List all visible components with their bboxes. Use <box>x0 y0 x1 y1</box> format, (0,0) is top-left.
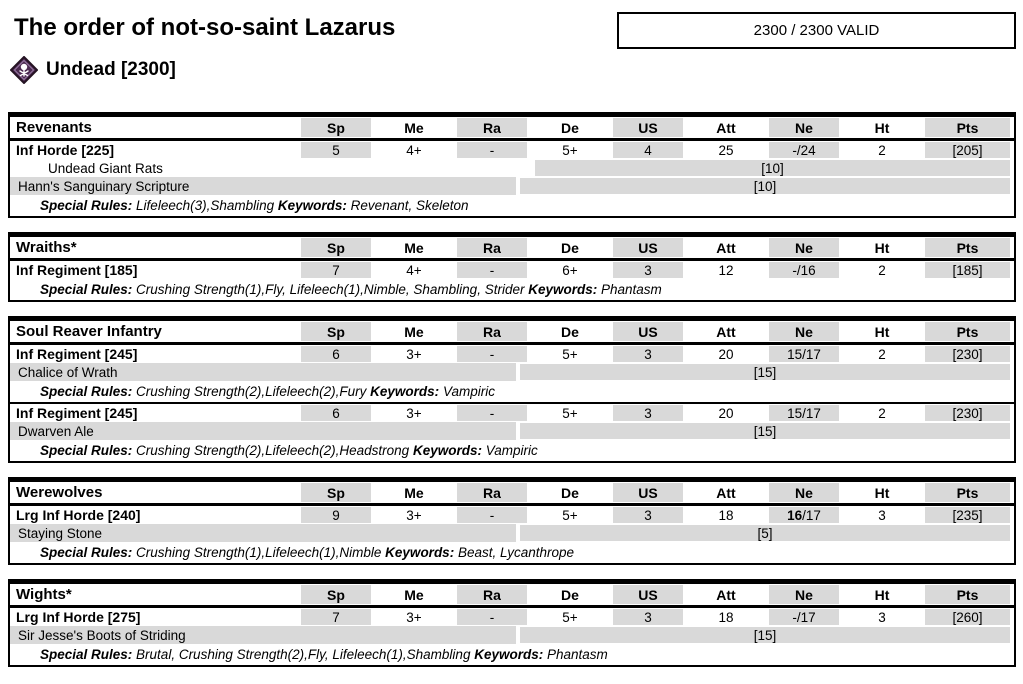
stat-value: 7 <box>301 609 371 625</box>
points-validation-text: 2300 / 2300 VALID <box>753 22 880 39</box>
stat-us <box>609 506 687 524</box>
keywords-label: Keywords: <box>474 647 544 662</box>
col-header-ne <box>765 321 843 342</box>
upgrade-row <box>10 524 1014 542</box>
stat-sp <box>297 141 375 159</box>
unit-entry <box>10 141 1014 216</box>
unit-block <box>8 232 1016 302</box>
stat-ra <box>453 404 531 422</box>
stat-value: 15/17 <box>769 346 839 362</box>
upgrade-pts-cell <box>516 626 1014 644</box>
stat-value: 5+ <box>562 405 578 421</box>
stat-value: - <box>457 405 527 421</box>
stat-value: 3 <box>613 507 683 523</box>
col-header-ra <box>453 482 531 503</box>
col-header-me <box>375 117 453 138</box>
col-header-label: De <box>561 586 579 603</box>
col-header-att <box>687 237 765 258</box>
col-header-ne <box>765 584 843 605</box>
upgrade-name: Sir Jesse's Boots of Striding <box>10 626 516 644</box>
points-validation-box <box>617 12 1016 49</box>
upgrade-pts-cell <box>516 177 1014 195</box>
stat-value: 4+ <box>406 142 422 158</box>
stat-ht <box>843 141 921 159</box>
col-header-label: Pts <box>925 483 1010 502</box>
unit-entry <box>10 345 1014 402</box>
col-header-label: Sp <box>301 118 371 137</box>
upgrade-pts: [10] <box>535 160 1010 176</box>
upgrade-pts-cell <box>516 422 1014 440</box>
col-header-label: De <box>561 484 579 501</box>
col-header-label: Ra <box>457 322 527 341</box>
col-header-label: De <box>561 119 579 136</box>
col-header-me <box>375 237 453 258</box>
stat-value: 5+ <box>562 609 578 625</box>
unit-name: Soul Reaver Infantry <box>16 323 162 340</box>
stat-value: 3 <box>613 405 683 421</box>
col-header-ra <box>453 321 531 342</box>
col-header-me <box>375 321 453 342</box>
upgrade-name: Undead Giant Rats <box>48 160 163 176</box>
col-header-label: Sp <box>301 322 371 341</box>
block-header-row <box>10 117 1014 141</box>
stat-value: 5+ <box>562 507 578 523</box>
col-header-sp <box>297 117 375 138</box>
stat-de <box>531 608 609 626</box>
unit-name: Revenants <box>16 119 92 136</box>
unit-block <box>8 112 1016 218</box>
stat-de <box>531 404 609 422</box>
stat-ra <box>453 608 531 626</box>
col-header-pts <box>921 237 1014 258</box>
keywords-text: Vampiric <box>439 384 495 399</box>
col-header-label: De <box>561 239 579 256</box>
upgrade-pts: [15] <box>520 364 1010 380</box>
upgrade-name: Chalice of Wrath <box>10 363 516 381</box>
col-header-att <box>687 584 765 605</box>
stat-ra <box>453 261 531 279</box>
pts-value: [235] <box>925 507 1010 523</box>
stat-ht <box>843 345 921 363</box>
stat-value: - <box>457 346 527 362</box>
col-header-us <box>609 117 687 138</box>
col-header-label: Att <box>716 484 736 501</box>
col-header-label: Ht <box>874 484 890 501</box>
col-header-label: Sp <box>301 238 371 257</box>
special-rules-row <box>10 440 1014 461</box>
undead-faction-icon <box>10 56 38 84</box>
block-header-row <box>10 237 1014 261</box>
upgrade-row <box>10 626 1014 644</box>
stat-value: 18 <box>718 507 734 523</box>
stat-value: 3 <box>613 262 683 278</box>
stat-ne <box>765 141 843 159</box>
col-header-label: Ne <box>769 238 839 257</box>
unit-entry <box>10 506 1014 563</box>
unit-stat-row <box>10 608 1014 626</box>
col-header-ne <box>765 117 843 138</box>
col-header-ra <box>453 117 531 138</box>
special-rules-label: Special Rules: <box>40 545 133 560</box>
unit-size: Inf Regiment [245] <box>16 346 138 362</box>
stat-ne <box>765 506 843 524</box>
stat-me <box>375 404 453 422</box>
col-header-ht <box>843 482 921 503</box>
stat-value: 6 <box>301 405 371 421</box>
stat-value: 3 <box>613 346 683 362</box>
stat-att <box>687 141 765 159</box>
unit-size: Inf Horde [225] <box>16 142 115 158</box>
pts-cell <box>921 404 1014 422</box>
col-header-att <box>687 321 765 342</box>
col-header-de <box>531 117 609 138</box>
col-header-pts <box>921 482 1014 503</box>
stat-us <box>609 261 687 279</box>
col-header-label: Ne <box>769 585 839 604</box>
special-rules-row <box>10 195 1014 216</box>
block-header-row <box>10 321 1014 345</box>
unit-name: Wraiths* <box>16 239 77 256</box>
unit-stat-row <box>10 506 1014 524</box>
keywords-label: Keywords: <box>385 545 455 560</box>
col-header-label: Att <box>716 323 736 340</box>
stat-value: 12 <box>718 262 734 278</box>
special-rules-text: Crushing Strength(1),Lifeleech(1),Nimble <box>132 545 386 560</box>
stat-ht <box>843 261 921 279</box>
unit-stat-row <box>10 261 1014 279</box>
stat-ne <box>765 261 843 279</box>
special-rules-text: Brutal, Crushing Strength(2),Fly, Lifeleech(1),Shambling <box>132 647 475 662</box>
unit-entry <box>10 261 1014 300</box>
stat-value: 6+ <box>562 262 578 278</box>
upgrade-name: Dwarven Ale <box>10 422 516 440</box>
col-header-label: Ra <box>457 483 527 502</box>
col-header-label: Ht <box>874 586 890 603</box>
unit-entry <box>10 402 1014 461</box>
col-header-ht <box>843 117 921 138</box>
stat-value: 20 <box>718 346 734 362</box>
col-header-us <box>609 482 687 503</box>
pts-cell <box>921 261 1014 279</box>
upgrade-row <box>10 363 1014 381</box>
col-header-label: Me <box>404 119 424 136</box>
stat-att <box>687 404 765 422</box>
col-header-ra <box>453 237 531 258</box>
stat-de <box>531 506 609 524</box>
col-header-us <box>609 237 687 258</box>
stat-value: 3+ <box>406 609 422 625</box>
stat-de <box>531 261 609 279</box>
pts-cell <box>921 345 1014 363</box>
special-rules-text: Crushing Strength(2),Lifeleech(2),Fury <box>132 384 371 399</box>
stat-sp <box>297 506 375 524</box>
keywords-text: Phantasm <box>543 647 608 662</box>
stat-ra <box>453 506 531 524</box>
col-header-ht <box>843 321 921 342</box>
unit-size: Lrg Inf Horde [275] <box>16 609 141 625</box>
col-header-us <box>609 584 687 605</box>
stat-me <box>375 608 453 626</box>
stat-att <box>687 506 765 524</box>
pts-cell <box>921 608 1014 626</box>
special-rules-label: Special Rules: <box>40 198 133 213</box>
stat-att <box>687 608 765 626</box>
unit-block <box>8 477 1016 565</box>
unit-name: Wights* <box>16 586 72 603</box>
stat-value: -/16 <box>769 262 839 278</box>
special-rules-row <box>10 644 1014 665</box>
stat-de <box>531 141 609 159</box>
stat-ne <box>765 345 843 363</box>
pts-value: [205] <box>925 142 1010 158</box>
unit-blocks <box>8 112 1016 681</box>
col-header-ht <box>843 584 921 605</box>
stat-att <box>687 345 765 363</box>
unit-name: Werewolves <box>16 484 103 501</box>
col-header-label: Ne <box>769 483 839 502</box>
col-header-pts <box>921 584 1014 605</box>
col-header-sp <box>297 584 375 605</box>
stat-ht <box>843 608 921 626</box>
stat-me <box>375 261 453 279</box>
stat-value: 9 <box>301 507 371 523</box>
col-header-label: Sp <box>301 585 371 604</box>
block-header-row <box>10 482 1014 506</box>
col-header-de <box>531 584 609 605</box>
upgrade-pts: [10] <box>520 178 1010 194</box>
stat-value: 5 <box>301 142 371 158</box>
col-header-label: De <box>561 323 579 340</box>
upgrade-pts-cell <box>516 524 1014 542</box>
col-header-label: Ne <box>769 322 839 341</box>
col-header-label: Ra <box>457 585 527 604</box>
stat-ne <box>765 404 843 422</box>
upgrade-row <box>10 177 1014 195</box>
col-header-label: US <box>613 483 683 502</box>
stat-sp <box>297 404 375 422</box>
stat-value: 20 <box>718 405 734 421</box>
stat-value: 6 <box>301 346 371 362</box>
col-header-label: Ht <box>874 239 890 256</box>
special-rules-row <box>10 542 1014 563</box>
col-header-label: US <box>613 585 683 604</box>
col-header-label: Pts <box>925 118 1010 137</box>
col-header-label: Ra <box>457 238 527 257</box>
stat-value: 3 <box>878 507 886 523</box>
stat-ne <box>765 608 843 626</box>
col-header-us <box>609 321 687 342</box>
upgrade-pts: [15] <box>520 423 1010 439</box>
col-header-me <box>375 482 453 503</box>
stat-value: -/17 <box>769 609 839 625</box>
stat-value: 25 <box>718 142 734 158</box>
unit-stat-row <box>10 141 1014 159</box>
col-header-de <box>531 482 609 503</box>
col-header-label: Me <box>404 586 424 603</box>
special-rules-label: Special Rules: <box>40 282 133 297</box>
stat-de <box>531 345 609 363</box>
col-header-sp <box>297 237 375 258</box>
col-header-sp <box>297 482 375 503</box>
col-header-label: Ht <box>874 323 890 340</box>
col-header-att <box>687 117 765 138</box>
keywords-text: Beast, Lycanthrope <box>454 545 575 560</box>
col-header-de <box>531 237 609 258</box>
stat-ht <box>843 506 921 524</box>
col-header-label: Pts <box>925 238 1010 257</box>
special-rules-row <box>10 381 1014 402</box>
stat-value: - <box>457 142 527 158</box>
stat-me <box>375 345 453 363</box>
pts-value: [260] <box>925 609 1010 625</box>
col-header-pts <box>921 117 1014 138</box>
stat-value: - <box>457 507 527 523</box>
pts-value: [230] <box>925 346 1010 362</box>
stat-att <box>687 261 765 279</box>
col-header-de <box>531 321 609 342</box>
upgrade-row <box>10 159 1014 177</box>
block-header-row <box>10 584 1014 608</box>
unit-entry <box>10 608 1014 665</box>
upgrade-pts: [5] <box>520 525 1010 541</box>
upgrade-row <box>10 422 1014 440</box>
upgrade-pts-cell <box>516 363 1014 381</box>
stat-value: 4+ <box>406 262 422 278</box>
unit-size: Inf Regiment [245] <box>16 405 138 421</box>
stat-sp <box>297 345 375 363</box>
col-header-ne <box>765 237 843 258</box>
special-rules-label: Special Rules: <box>40 443 133 458</box>
upgrade-pts-cell <box>531 159 1014 177</box>
col-header-label: Pts <box>925 322 1010 341</box>
keywords-text: Vampiric <box>481 443 538 458</box>
army-header <box>10 56 176 84</box>
stat-value: - <box>457 609 527 625</box>
stat-value: 3 <box>878 609 886 625</box>
upgrade-pts: [15] <box>520 627 1010 643</box>
special-rules-row <box>10 279 1014 300</box>
army-name: Undead [2300] <box>46 59 176 80</box>
col-header-label: US <box>613 322 683 341</box>
col-header-label: Sp <box>301 483 371 502</box>
stat-ra <box>453 345 531 363</box>
col-header-pts <box>921 321 1014 342</box>
unit-stat-row <box>10 404 1014 422</box>
special-rules-text: Lifeleech(3),Shambling <box>132 198 278 213</box>
unit-stat-row <box>10 345 1014 363</box>
page-title: The order of not-so-saint Lazarus <box>14 14 396 41</box>
stat-value: 3+ <box>406 405 422 421</box>
pts-value: [230] <box>925 405 1010 421</box>
col-header-label: Me <box>404 323 424 340</box>
pts-value: [185] <box>925 262 1010 278</box>
col-header-label: Att <box>716 119 736 136</box>
keywords-label: Keywords: <box>370 384 440 399</box>
col-header-label: Ra <box>457 118 527 137</box>
unit-block <box>8 579 1016 667</box>
col-header-att <box>687 482 765 503</box>
stat-value: 7 <box>301 262 371 278</box>
col-header-me <box>375 584 453 605</box>
upgrade-name: Hann's Sanguinary Scripture <box>10 177 516 195</box>
col-header-label: Ne <box>769 118 839 137</box>
col-header-label: Me <box>404 484 424 501</box>
keywords-label: Keywords: <box>528 282 598 297</box>
unit-size: Lrg Inf Horde [240] <box>16 507 141 523</box>
col-header-label: Me <box>404 239 424 256</box>
col-header-ht <box>843 237 921 258</box>
stat-me <box>375 506 453 524</box>
pts-cell <box>921 506 1014 524</box>
keywords-label: Keywords: <box>277 198 347 213</box>
special-rules-label: Special Rules: <box>40 647 133 662</box>
col-header-label: Att <box>716 586 736 603</box>
stat-us <box>609 141 687 159</box>
col-header-label: Att <box>716 239 736 256</box>
unit-size: Inf Regiment [185] <box>16 262 138 278</box>
stat-me <box>375 141 453 159</box>
stat-ht <box>843 404 921 422</box>
stat-value: 15/17 <box>769 405 839 421</box>
unit-block <box>8 316 1016 463</box>
keywords-text: Revenant, Skeleton <box>346 198 469 213</box>
col-header-label: US <box>613 238 683 257</box>
stat-value: 2 <box>878 346 886 362</box>
col-header-ra <box>453 584 531 605</box>
stat-value: 18 <box>718 609 734 625</box>
stat-us <box>609 404 687 422</box>
stat-ra <box>453 141 531 159</box>
stat-us <box>609 608 687 626</box>
stat-value: - <box>457 262 527 278</box>
col-header-label: Pts <box>925 585 1010 604</box>
col-header-sp <box>297 321 375 342</box>
stat-value: 2 <box>878 142 886 158</box>
special-rules-text: Crushing Strength(2),Lifeleech(2),Headstrong <box>132 443 413 458</box>
stat-value: 4 <box>613 142 683 158</box>
stat-value: 5+ <box>562 346 578 362</box>
col-header-ne <box>765 482 843 503</box>
upgrade-name: Staying Stone <box>10 524 516 542</box>
stat-value: 3+ <box>406 507 422 523</box>
keywords-text: Phantasm <box>597 282 662 297</box>
stat-value: 3+ <box>406 346 422 362</box>
stat-value: 2 <box>878 262 886 278</box>
stat-value: 3 <box>613 609 683 625</box>
stat-value: 16 /17 <box>769 507 839 523</box>
special-rules-text: Crushing Strength(1),Fly, Lifeleech(1),Nimble, Shambling, Strider <box>132 282 529 297</box>
stat-value: 5+ <box>562 142 578 158</box>
stat-sp <box>297 608 375 626</box>
stat-sp <box>297 261 375 279</box>
special-rules-label: Special Rules: <box>40 384 133 399</box>
pts-cell <box>921 141 1014 159</box>
stat-value: -/24 <box>769 142 839 158</box>
stat-value: 2 <box>878 405 886 421</box>
col-header-label: US <box>613 118 683 137</box>
stat-us <box>609 345 687 363</box>
col-header-label: Ht <box>874 119 890 136</box>
keywords-label: Keywords: <box>412 443 482 458</box>
